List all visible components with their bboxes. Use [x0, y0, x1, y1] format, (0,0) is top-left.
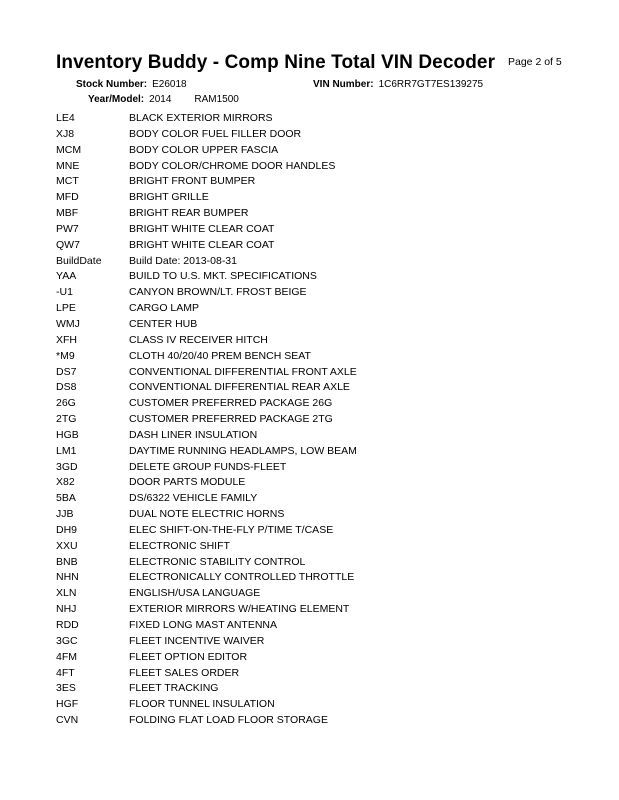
option-description: BODY COLOR FUEL FILLER DOOR [129, 127, 302, 140]
option-code: DS7 [56, 365, 77, 378]
stock-number-label: Stock Number: [76, 79, 148, 90]
option-code: -U1 [56, 286, 73, 299]
option-code: PW7 [56, 222, 79, 235]
option-code: *M9 [56, 349, 75, 362]
option-code: BNB [56, 555, 78, 568]
option-code: DS8 [56, 381, 77, 394]
option-row [56, 586, 357, 602]
option-code: LE4 [56, 112, 75, 124]
option-description: BRIGHT WHITE CLEAR COAT [129, 222, 275, 235]
option-code: XFH [56, 333, 77, 346]
option-code: RDD [56, 619, 79, 631]
option-description: BLACK EXTERIOR MIRRORS [129, 112, 273, 124]
vin-number-label: VIN Number: [313, 79, 374, 90]
option-description: CONVENTIONAL DIFFERENTIAL REAR AXLE [129, 381, 350, 394]
option-row [56, 365, 357, 381]
option-code: 4FM [56, 650, 77, 663]
option-description: FLEET TRACKING [129, 682, 219, 695]
option-row [56, 269, 357, 285]
option-row [56, 475, 357, 491]
option-row [56, 602, 357, 618]
option-code: LPE [56, 302, 76, 315]
year-model-label: Year/Model: [88, 94, 145, 105]
option-row [56, 238, 357, 254]
option-row [56, 666, 357, 682]
option-code: MNE [56, 159, 80, 172]
option-row [56, 507, 357, 523]
option-code: QW7 [56, 238, 80, 251]
option-code: 2TG [56, 413, 77, 426]
option-description: DUAL NOTE ELECTRIC HORNS [129, 508, 285, 521]
option-code: YAA [56, 270, 77, 283]
option-description: ELEC SHIFT-ON-THE-FLY P/TIME T/CASE [129, 523, 334, 536]
option-code: 4FT [56, 666, 75, 679]
option-description: CLOTH 40/20/40 PREM BENCH SEAT [129, 349, 311, 362]
option-code: MCT [56, 175, 79, 188]
option-code: X82 [56, 476, 75, 489]
option-description: ELECTRONIC SHIFT [129, 539, 230, 552]
option-row [56, 396, 357, 412]
option-row [56, 634, 357, 650]
option-code-list [56, 111, 357, 729]
option-code: NHJ [56, 603, 77, 616]
option-row [56, 428, 357, 444]
option-description: EXTERIOR MIRRORS W/HEATING ELEMENT [129, 603, 350, 616]
option-row [56, 349, 357, 365]
option-code: BuildDate [56, 254, 102, 267]
option-code: 3ES [56, 682, 76, 695]
option-row [56, 539, 357, 555]
option-code: CVN [56, 714, 79, 727]
option-description: FLOOR TUNNEL INSULATION [129, 698, 275, 711]
option-description: FIXED LONG MAST ANTENNA [129, 619, 277, 631]
page-title: Inventory Buddy - Comp Nine Total VIN Decoder [56, 52, 496, 73]
option-description: CARGO LAMP [129, 302, 200, 315]
option-description: ELECTRONIC STABILITY CONTROL [129, 555, 306, 568]
option-row [56, 174, 357, 190]
option-row [56, 111, 357, 127]
option-description: ENGLISH/USA LANGUAGE [129, 587, 261, 600]
option-code: HGF [56, 698, 79, 711]
option-description: BRIGHT GRILLE [129, 191, 209, 204]
option-row [56, 444, 357, 460]
option-description: CUSTOMER PREFERRED PACKAGE 2TG [129, 413, 333, 426]
option-description: FLEET SALES ORDER [129, 666, 240, 679]
option-row [56, 618, 357, 634]
year-model-row [88, 94, 239, 105]
option-row [56, 159, 357, 175]
model-value: RAM1500 [194, 94, 239, 105]
option-row [56, 523, 357, 539]
option-row [56, 460, 357, 476]
option-description: BODY COLOR/CHROME DOOR HANDLES [129, 159, 336, 172]
option-row [56, 650, 357, 666]
option-code: HGB [56, 428, 79, 441]
option-description: CONVENTIONAL DIFFERENTIAL FRONT AXLE [129, 365, 357, 378]
option-row [56, 681, 357, 697]
option-code: MCM [56, 143, 82, 156]
option-description: CENTER HUB [129, 317, 198, 330]
option-description: FLEET INCENTIVE WAIVER [129, 634, 265, 647]
option-description: CLASS IV RECEIVER HITCH [129, 333, 268, 346]
option-row [56, 491, 357, 507]
option-code: XLN [56, 587, 77, 600]
option-code: JJB [56, 508, 74, 521]
option-row [56, 222, 357, 238]
option-description: BUILD TO U.S. MKT. SPECIFICATIONS [129, 270, 317, 283]
option-code: DH9 [56, 523, 78, 536]
option-row [56, 285, 357, 301]
option-code: MBF [56, 207, 79, 220]
option-description: BRIGHT WHITE CLEAR COAT [129, 238, 275, 251]
vin-number-row [313, 79, 483, 90]
option-description: CANYON BROWN/LT. FROST BEIGE [129, 286, 307, 299]
option-row [56, 555, 357, 571]
option-description: DOOR PARTS MODULE [129, 476, 246, 489]
option-row [56, 127, 357, 143]
option-code: XJ8 [56, 127, 75, 140]
vin-number-value: 1C6RR7GT7ES139275 [378, 79, 484, 90]
page-number: Page 2 of 5 [508, 56, 562, 68]
option-row [56, 333, 357, 349]
option-row [56, 412, 357, 428]
stock-number-value: E26018 [152, 79, 187, 90]
option-description: FOLDING FLAT LOAD FLOOR STORAGE [129, 714, 328, 727]
option-description: ELECTRONICALLY CONTROLLED THROTTLE [129, 571, 355, 584]
year-value: 2014 [149, 94, 172, 105]
option-row [56, 301, 357, 317]
option-description: Build Date: 2013-08-31 [129, 254, 237, 267]
option-description: DAYTIME RUNNING HEADLAMPS, LOW BEAM [129, 444, 357, 457]
option-code: WMJ [56, 317, 80, 330]
option-description: BRIGHT FRONT BUMPER [129, 175, 256, 188]
option-row [56, 317, 357, 333]
option-row [56, 570, 357, 586]
option-description: DELETE GROUP FUNDS-FLEET [129, 460, 287, 473]
option-code: 3GD [56, 460, 78, 473]
option-row [56, 190, 357, 206]
option-row [56, 206, 357, 222]
option-code: 26G [56, 397, 76, 410]
option-row [56, 143, 357, 159]
option-code: NHN [56, 571, 79, 584]
option-description: DS/6322 VEHICLE FAMILY [129, 492, 258, 505]
option-description: BODY COLOR UPPER FASCIA [129, 143, 279, 156]
option-code: XXU [56, 539, 78, 552]
option-code: MFD [56, 191, 79, 204]
option-description: CUSTOMER PREFERRED PACKAGE 26G [129, 397, 333, 410]
option-row [56, 697, 357, 713]
option-description: DASH LINER INSULATION [129, 428, 258, 441]
option-row [56, 380, 357, 396]
stock-number-row [76, 79, 187, 90]
option-description: FLEET OPTION EDITOR [129, 650, 248, 663]
option-description: BRIGHT REAR BUMPER [129, 207, 249, 220]
option-row [56, 713, 357, 729]
option-code: LM1 [56, 444, 77, 457]
option-code: 5BA [56, 492, 76, 505]
option-code: 3GC [56, 634, 78, 647]
option-row [56, 254, 357, 270]
